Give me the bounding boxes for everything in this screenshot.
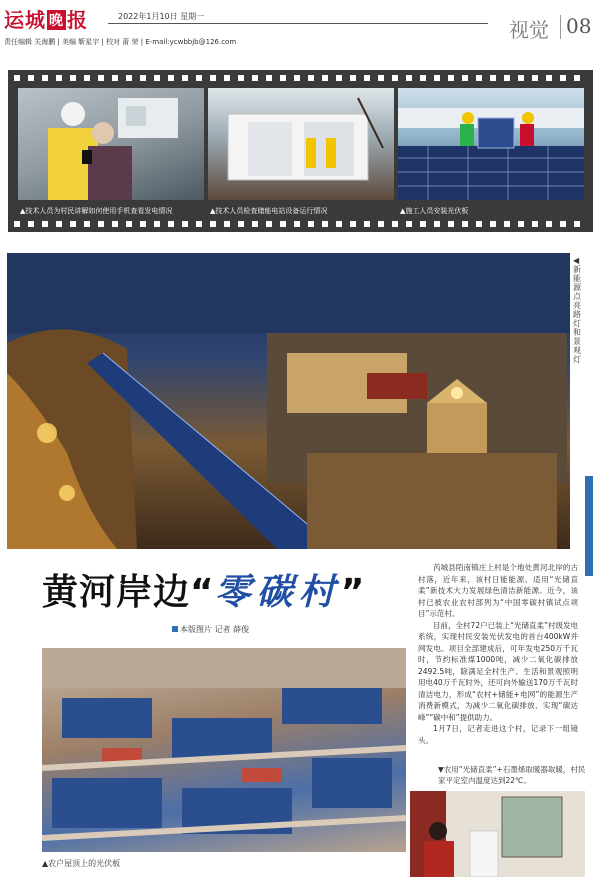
byline-marker [172, 626, 178, 632]
logo-text-1: 运城 [4, 8, 46, 32]
editor-credits: 责任编辑 关海鹏 | 美编 靳星宇 | 校对 莆 荣 | E-mail:ycwbbjb@126.com [4, 38, 237, 46]
article-paragraph-2: 目前，全村72户已装上“光储直柔”村级发电系统，实现村民安装光伏发电的首台400kW并网发电。项目全部建成后，可年发电250万千瓦时，节约标准煤1000吨，减少二氧化碳排放2492.5吨，除满足全村生产、生活和景观照明用电40万千瓦时外，还可向外输送170万千瓦时清洁电力，形成“农村+储能+电网”的能源生产消费新模式，为减少二氧化碳排放、实现“碳达峰”“碳中和”提供助力。 [418, 620, 578, 722]
headline-prefix: 黄河岸边“ [42, 572, 215, 613]
main-photo-night-village[interactable] [7, 253, 570, 549]
byline-text: 本版图片 记者 薛俊 [180, 625, 250, 634]
photo-rooftop-solar-panels[interactable] [42, 648, 406, 852]
photo-heated-home-interior[interactable] [410, 791, 585, 877]
photo-technician-explaining-phone[interactable] [18, 88, 204, 200]
logo-text-2: 报 [67, 8, 88, 32]
logo-badge: 晚 [47, 10, 66, 30]
header-rule [108, 23, 488, 24]
blue-accent-bar [585, 476, 593, 576]
headline-suffix: ” [340, 572, 366, 613]
photo-storage-station-inspection[interactable] [208, 88, 394, 200]
section-name: 视觉 [509, 18, 549, 42]
strip-caption-2: ▲技术人员检查储能电站设备运行情况 [210, 207, 328, 215]
newspaper-logo[interactable] [4, 4, 104, 32]
interior-photo-caption: ▼农用“光储直柔”+石墨烯取暖器取暖，村民家平定室内温度达到22℃。 [438, 765, 586, 785]
strip-caption-3: ▲施工人员安装光伏板 [400, 207, 469, 215]
article-headline [42, 564, 365, 615]
issue-date: 2022年1月10日 星期一 [118, 12, 205, 21]
village-photo-caption: ▲农户屋顶上的光伏板 [42, 859, 121, 868]
article-paragraph-1: 芮城县陌南镇庄上村是个地处黄河北岸的古村落，近年来，该村日能能源、适用“光储直柔”新技术大力发展绿色清洁新能源。近今，该村已被农业农村部列为“中国零碳村镇试点项目”示范村。 [418, 563, 578, 618]
headline-accent: 零碳村 [214, 571, 341, 613]
page-number: 08 [566, 14, 592, 38]
article-body [418, 562, 578, 746]
film-perforation-bottom [14, 221, 587, 227]
byline [172, 624, 249, 635]
photo-strip [8, 70, 593, 232]
section-divider [560, 15, 561, 39]
strip-caption-1: ▲技术人员为村民讲解如何使用手机查看发电情况 [20, 207, 173, 215]
photo-installing-solar-panels[interactable] [398, 88, 584, 200]
film-perforation-top [14, 75, 587, 81]
masthead [0, 0, 600, 46]
main-photo-caption: ◀新能源点亮路灯和景观灯 [573, 256, 581, 364]
article-paragraph-3: 1月7日，记者走进这个村，记录下一组镜头。 [418, 724, 578, 745]
